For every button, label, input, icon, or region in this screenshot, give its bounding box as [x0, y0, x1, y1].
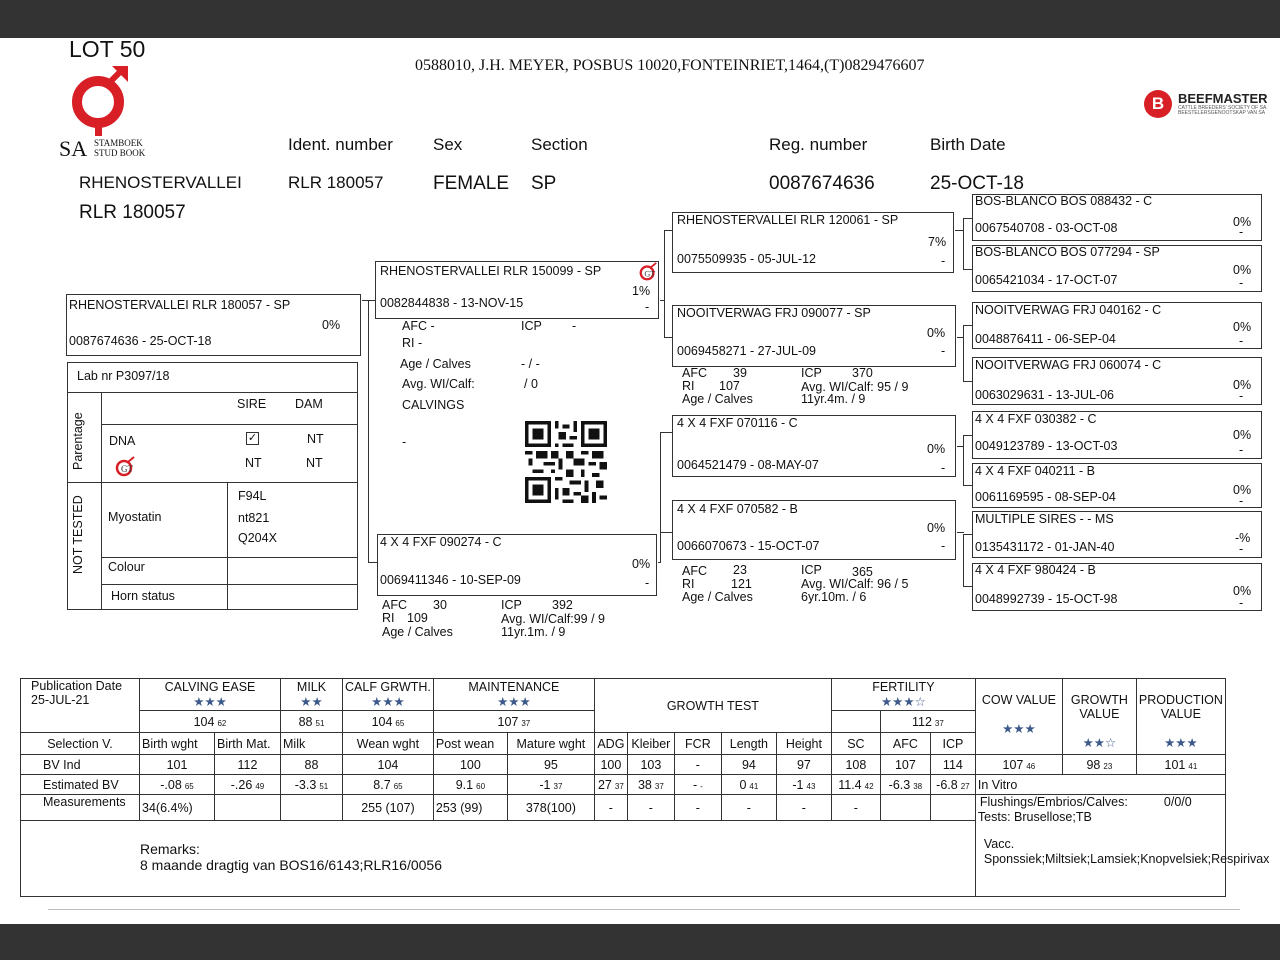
- sire-afc: AFC -: [402, 319, 435, 333]
- top-dark-bar: [0, 0, 1280, 38]
- publication-cell: Publication Date 25-JUL-21: [21, 679, 140, 733]
- gp-stat-2-ri: RI: [682, 577, 695, 591]
- myostatin-value-3: Q204X: [238, 531, 277, 545]
- dam-age-value: 11yr.1m. / 9: [501, 625, 566, 639]
- sire-col-label: SIRE: [237, 397, 267, 411]
- flushings-value: 0/0/0: [1163, 795, 1192, 809]
- sa-stamboek-logo-icon: [68, 66, 132, 136]
- sire-avg-value: / 0: [524, 377, 538, 391]
- fertility-sv: 112 37: [880, 711, 975, 733]
- calvings-value: -: [402, 435, 407, 449]
- calving-ease-header: CALVING EASE ★★★: [140, 679, 281, 711]
- sire-icp-label: ICP: [521, 319, 542, 333]
- milk-header: MILK ★★: [281, 679, 343, 711]
- trait-sc: SC: [831, 733, 880, 755]
- subject-box: RHENOSTERVALLEI RLR 180057 - SP 0% 0087674636 - 25-OCT-18: [66, 294, 361, 356]
- fertility-header: FERTILITY ★★★☆: [831, 679, 975, 711]
- table-row: Estimated BV -.08 65 -.26 49 -3.3 51 8.7 65 9.1 60 -1 37 27 37 38 37 - - 0 41 -1 43 11.4 42 -6.3 38 -6.8 27 In Vitro: [21, 775, 1226, 795]
- gp-stat-2-ri-value: 121: [731, 577, 752, 591]
- reg-label: Reg. number: [769, 135, 868, 154]
- gt-sire-value: NT: [245, 456, 262, 470]
- calf-growth-sv: 104 65: [343, 711, 434, 733]
- gp-stat-1-age: Age / Calves: [682, 392, 753, 406]
- sex-label: Sex: [433, 135, 463, 154]
- cow-value-bv: 107 46: [975, 755, 1062, 775]
- calf-growth-header: CALF GRWTH. ★★★: [343, 679, 434, 711]
- dam-icp-value: 392: [552, 598, 573, 612]
- gt-logo-icon: [114, 456, 136, 478]
- myostatin-value-1: F94L: [238, 489, 267, 503]
- calvings-label: CALVINGS: [402, 398, 465, 412]
- colour-label: Colour: [108, 560, 145, 574]
- gp-stat-2-avg: Avg. WI/Calf: 96 / 5: [801, 577, 909, 591]
- sire-gt-logo-icon: [638, 262, 658, 282]
- flushings-label: Flushings/Embrios/Calves:: [979, 795, 1128, 809]
- gp-stat-2-afc: AFC: [682, 564, 707, 578]
- svg-text:GT: GT: [121, 464, 133, 474]
- beefmaster-logo-icon: B: [1144, 90, 1172, 118]
- grandparent-box-4: 4 X 4 FXF 070582 - B 0% 0066070673 - 15-OCT-07 -: [672, 500, 956, 560]
- gp-stat-1-icp-value: 370: [852, 366, 873, 380]
- great-grandparent-box-6: 4 X 4 FXF 040211 - B 0% 0061169595 - 08-SEP-04 -: [972, 463, 1262, 508]
- dam-box: 4 X 4 FXF 090274 - C 0% 0069411346 - 10-SEP-09 -: [377, 534, 657, 596]
- animal-name-id: RLR 180057: [79, 202, 186, 223]
- maintenance-sv: 107 37: [433, 711, 594, 733]
- dam-ri-label: RI: [382, 611, 395, 625]
- in-vitro-label: In Vitro: [975, 775, 1225, 795]
- sex-value: FEMALE: [433, 173, 510, 194]
- breeder-info: 0588010, J.H. MEYER, POSBUS 10020,FONTEINRIET,1464,(T)0829476607: [415, 57, 925, 74]
- remarks-cell: [21, 821, 976, 897]
- sire-ri: RI -: [402, 336, 423, 350]
- dam-age-label: Age / Calves: [382, 625, 453, 639]
- remarks-value: 8 maande dragtig van BOS16/6143;RLR16/0056: [140, 857, 442, 873]
- great-grandparent-box-2: BOS-BLANCO BOS 077294 - SP 0% 0065421034 - 17-OCT-07 -: [972, 245, 1262, 292]
- ident-value: RLR 180057: [288, 173, 384, 192]
- trait-kleiber: Kleiber: [627, 733, 674, 755]
- gp-stat-1-avg: Avg. WI/Calf: 95 / 9: [801, 380, 909, 394]
- table-row: Measurements 34(6.4%) 255 (107) 253 (99) 378(100) - - - - - - Flushings/Embrios/Calves: 0/0/0 Tests: Brusellose;TB Vacc. Sponssiek;Miltsiek;Lamsiek;Knopvelsiek;Respirivax: [21, 795, 1226, 821]
- gp-stat-2-icp: ICP: [801, 563, 822, 577]
- gp-stat-1-icp: ICP: [801, 366, 822, 380]
- gp-stat-1-ri-value: 107: [719, 379, 740, 393]
- gp-stat-1-ri: RI: [682, 379, 695, 393]
- section-value: SP: [531, 173, 557, 194]
- trait-fcr: FCR: [674, 733, 721, 755]
- dam-avg: Avg. WI/Calf:99 / 9: [501, 612, 605, 626]
- great-grandparent-box-1: BOS-BLANCO BOS 088432 - C 0% 0067540708 - 03-OCT-08 -: [972, 194, 1262, 241]
- trait-icp: ICP: [930, 733, 975, 755]
- parentage-label: Parentage: [71, 412, 85, 470]
- gp-stat-2-age: Age / Calves: [682, 590, 753, 604]
- dam-afc-label: AFC: [382, 598, 407, 612]
- grandparent-box-3: 4 X 4 FXF 070116 - C 0% 0064521479 - 08-MAY-07 -: [672, 415, 956, 477]
- selection-label: Selection V.: [21, 733, 140, 755]
- sa-logo-mark: SA: [59, 136, 88, 161]
- grandparent-box-2: NOOITVERWAG FRJ 090077 - SP 0% 0069458271 - 27-JUL-09 -: [672, 305, 956, 367]
- growth-test-header: GROWTH TEST: [594, 679, 831, 733]
- trait-wean-wght: Wean wght: [343, 733, 434, 755]
- qr-code-icon: [522, 421, 610, 503]
- great-grandparent-box-3: NOOITVERWAG FRJ 040162 - C 0% 0048876411 - 06-SEP-04 -: [972, 302, 1262, 349]
- sire-icp-value: -: [572, 319, 577, 333]
- not-tested-label: NOT TESTED: [71, 495, 85, 574]
- reg-value: 0087674636: [769, 173, 875, 194]
- great-grandparent-box-8: 4 X 4 FXF 980424 - B 0% 0048992739 - 15-OCT-98 -: [972, 563, 1262, 611]
- milk-sv: 88 51: [281, 711, 343, 733]
- cow-value-header: COW VALUE ★★★: [975, 679, 1062, 755]
- dam-col-label: DAM: [295, 397, 323, 411]
- trait-height: Height: [776, 733, 831, 755]
- section-label: Section: [531, 135, 588, 154]
- growth-value-header: GROWTH VALUE ★★☆: [1062, 679, 1136, 755]
- gp-stat-2-afc-value: 23: [733, 563, 747, 577]
- trait-afc: AFC: [880, 733, 930, 755]
- svg-text:GT: GT: [644, 269, 656, 279]
- measurements-label: Measurements: [21, 795, 140, 821]
- beefmaster-wordmark: BEEFMASTER: [1178, 91, 1268, 106]
- ident-label: Ident. number: [288, 135, 393, 154]
- lab-box: Lab nr P3097/18: [67, 362, 358, 610]
- bottom-dark-bar: [0, 924, 1280, 960]
- sa-logo-text: STAMBOEK STUD BOOK: [94, 138, 146, 158]
- gp-stat-1-age-value: 11yr.4m. / 9: [801, 392, 866, 406]
- birth-label: Birth Date: [930, 135, 1006, 154]
- gp-stat-1-afc-value: 39: [733, 366, 747, 380]
- tests-value: Tests: Brusellose;TB: [977, 810, 1092, 824]
- extra-info-cell: [975, 795, 1270, 897]
- vacc-value: Sponssiek;Miltsiek;Lamsiek;Knopvelsiek;Respirivax: [983, 852, 1270, 866]
- sire-box: RHENOSTERVALLEI RLR 150099 - SP 1% 0082844838 - 13-NOV-15 -: [375, 261, 659, 319]
- remarks-label: Remarks:: [140, 841, 200, 857]
- gp-stat-2-icp-value: 365: [852, 565, 873, 579]
- production-value-header: PRODUCTION VALUE ★★★: [1136, 679, 1225, 755]
- trait-post-wean: Post wean: [433, 733, 507, 755]
- beefmaster-tagline: CATTLE BREEDERS' SOCIETY OF SA BEESTELERSGENOOTSKAP VAN SA: [1178, 105, 1267, 116]
- growth-value-bv: 98 23: [1062, 755, 1136, 775]
- lot-number: LOT 50: [69, 36, 146, 62]
- gp-stat-2-age-value: 6yr.10m. / 6: [801, 590, 867, 604]
- horn-label: Horn status: [111, 589, 175, 603]
- vacc-label: Vacc.: [983, 837, 1015, 851]
- calving-ease-sv: 104 62: [140, 711, 281, 733]
- sire-avg-label: Avg. WI/Calf:: [402, 377, 475, 391]
- trait-birth-wght: Birth wght: [140, 733, 215, 755]
- trait-length: Length: [721, 733, 776, 755]
- dam-icp-label: ICP: [501, 598, 522, 612]
- great-grandparent-box-5: 4 X 4 FXF 030382 - C 0% 0049123789 - 13-OCT-03 -: [972, 411, 1262, 459]
- animal-name: RHENOSTERVALLEI: [79, 173, 242, 192]
- dna-label: DNA: [109, 434, 136, 448]
- myostatin-label: Myostatin: [108, 510, 162, 524]
- trait-birth-mat: Birth Mat.: [215, 733, 281, 755]
- birth-value: 25-OCT-18: [930, 173, 1024, 194]
- bv-label: BV Ind: [21, 755, 140, 775]
- sire-age-value: - / -: [521, 357, 540, 371]
- grandparent-box-1: RHENOSTERVALLEI RLR 120061 - SP 7% 0075509935 - 05-JUL-12 -: [672, 212, 954, 273]
- great-grandparent-box-4: NOOITVERWAG FRJ 060074 - C 0% 0063029631 - 13-JUL-06 -: [972, 357, 1262, 405]
- dam-afc-value: 30: [433, 598, 447, 612]
- dna-dam-value: NT: [307, 432, 324, 446]
- production-value-bv: 101 41: [1136, 755, 1225, 775]
- trait-milk: Milk: [281, 733, 343, 755]
- table-row: BV Ind 101 112 88 104 100 95 100 103 - 94 97 108 107 114 107 46 98 23 101 41: [21, 755, 1226, 775]
- maintenance-header: MAINTENANCE ★★★: [433, 679, 594, 711]
- ebv-label: Estimated BV: [21, 775, 140, 795]
- dam-ri-value: 109: [407, 611, 428, 625]
- trait-adg: ADG: [594, 733, 627, 755]
- breeding-values-table: [20, 678, 1270, 897]
- gt-dam-value: NT: [306, 456, 323, 470]
- gp-stat-1-afc: AFC: [682, 366, 707, 380]
- great-grandparent-box-7: MULTIPLE SIRES - - MS -% 0135431172 - 01-JAN-40 -: [972, 511, 1262, 558]
- sire-age-label: Age / Calves: [400, 357, 471, 371]
- checkbox-checked-icon: ✓: [247, 432, 258, 444]
- myostatin-value-2: nt821: [238, 511, 270, 525]
- trait-mature-wght: Mature wght: [507, 733, 594, 755]
